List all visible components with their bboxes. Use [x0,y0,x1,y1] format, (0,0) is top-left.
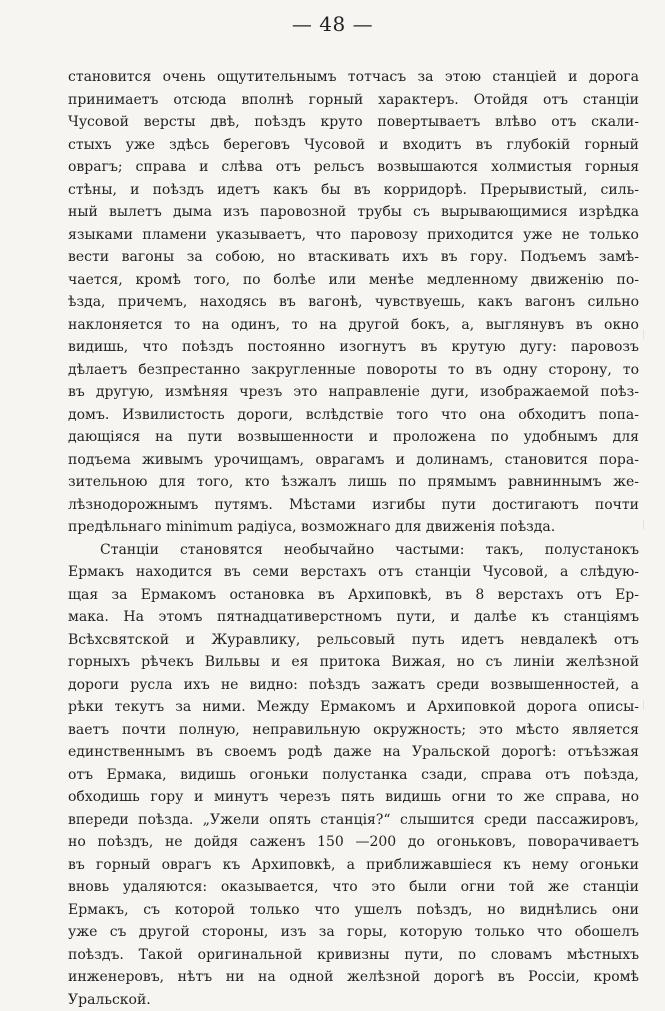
text-line: оврагъ; справа и слѣва отъ рельсъ возвышаются холмистыя горныя [68,156,639,179]
bleed-through-mark: ▏ [643,520,661,530]
text-line: горныхъ рѣчекъ Вильвы и ея притока Вижая, но съ линіи желѣзной [68,651,639,674]
text-line: языками пламени указываетъ, что паровозу приходится уже не только [68,224,639,247]
text-line: становится очень ощутительнымъ тотчасъ за этою станціей и дорога [68,66,639,89]
text-line: Станціи становятся необычайно частыми: такъ, полустанокъ [68,539,639,562]
text-line: инженеровъ, нѣтъ ни на одной желѣзной дорогѣ въ Россіи, кромѣ [68,966,639,989]
text-line: дороги русла ихъ не видно: поѣздъ зажатъ среди возвышенностей, а [68,674,639,697]
text-line: стѣны, и поѣздъ идетъ какъ бы въ корридорѣ. Прерывистый, силь- [68,179,639,202]
text-line: зительною для того, кто ѣзжалъ лишь по прямымъ равниннымъ же- [68,471,639,494]
text-line: но поѣздъ, не дойдя саженъ 150 —200 до огоньковъ, поворачиваетъ [68,831,639,854]
text-line: Чусовой версты двѣ, поѣздъ круто повертываетъ влѣво отъ скали- [68,111,639,134]
text-line: вновь удаляются: оказывается, что это были огни той же станціи [68,876,639,899]
text-line: въ другую, измѣняя чрезъ это направленіе дуги, изображаемой поѣз- [68,381,639,404]
text-line: ѣзда, причемъ, находясь въ вагонѣ, чувствуешь, какъ вагонъ сильно [68,291,639,314]
text-line: дѣлаетъ безпрестанно закругленные повороты то въ одну сторону, то [68,359,639,382]
bleed-through-mark: ▏ [643,700,661,710]
text-line: щая за Ермакомъ остановка въ Архиповкѣ, въ 8 верстахъ отъ Ер- [68,584,639,607]
text-line: Ермакъ находится въ семи верстахъ отъ станціи Чусовой, а слѣдую- [68,561,639,584]
body-text [68,66,639,1011]
bleed-through-mark: ▏ [643,330,661,340]
text-line: Уральской. [68,989,639,1011]
page-number-header: — 48 — [0,12,665,36]
text-line: подъема живымъ урочищамъ, оврагамъ и долинамъ, становится пора- [68,449,639,472]
text-line: лѣзнодорожнымъ путямъ. Мѣстами изгибы пути достигаютъ почти [68,494,639,517]
text-line: видишь, что поѣздъ постоянно изогнутъ въ крутую дугу: паровозъ [68,336,639,359]
text-line: вести вагоны за собою, но втаскивать ихъ въ гору. Подъемъ замѣ- [68,246,639,269]
text-line: ный вылетъ дыма изъ паровозной трубы съ вырывающимися изрѣдка [68,201,639,224]
text-line: наклоняется то на одинъ, то на другой бокъ, а, выглянувъ въ окно [68,314,639,337]
text-line: уже съ другой стороны, изъ за горы, которую только что обошелъ [68,921,639,944]
text-line: ваетъ почти полную, неправильную окружность; это мѣсто является [68,719,639,742]
text-line: мака. На этомъ пятнадцативерстномъ пути, и далѣе къ станціямъ [68,606,639,629]
text-line: въ горный оврагъ къ Архиповкѣ, а приближавшіеся къ нему огоньки [68,854,639,877]
text-line: чается, кромѣ того, по болѣе или менѣе медленному движенію по- [68,269,639,292]
text-line: принимаетъ отсюда вполнѣ горный характеръ. Отойдя отъ станціи [68,89,639,112]
text-line: дающіяся на пути возвышенности и проложена по удобнымъ для [68,426,639,449]
text-line: Ермакъ, съ которой только что ушелъ поѣздъ, но виднѣлись они [68,899,639,922]
text-line: домъ. Извилистость дороги, вслѣдствіе того что она обходитъ попа- [68,404,639,427]
text-line: предѣльнаго minimum радіуса, возможнаго для движенія поѣзда. [68,516,639,539]
text-line: единственнымъ въ своемъ родѣ даже на Уральской дорогѣ: отъѣзжая [68,741,639,764]
text-line: отъ Ермака, видишь огоньки полустанка сзади, справа отъ поѣзда, [68,764,639,787]
text-line: впереди поѣзда. „Ужели опять станція?“ слышится среди пассажировъ, [68,809,639,832]
text-line: поѣздъ. Такой оригинальной кривизны пути, по словамъ мѣстныхъ [68,944,639,967]
text-line: рѣки текутъ за ними. Между Ермакомъ и Архиповкой дорога описы- [68,696,639,719]
paragraph [68,539,639,1011]
text-line: стыхъ уже здѣсь береговъ Чусовой и входитъ въ глубокій горный [68,134,639,157]
paragraph [68,66,639,539]
text-line: Всѣхсвятской и Журавлику, рельсовый путь идетъ невдалекѣ отъ [68,629,639,652]
text-line: обходишь гору и минутъ черезъ пять видишь огни то же справа, но [68,786,639,809]
